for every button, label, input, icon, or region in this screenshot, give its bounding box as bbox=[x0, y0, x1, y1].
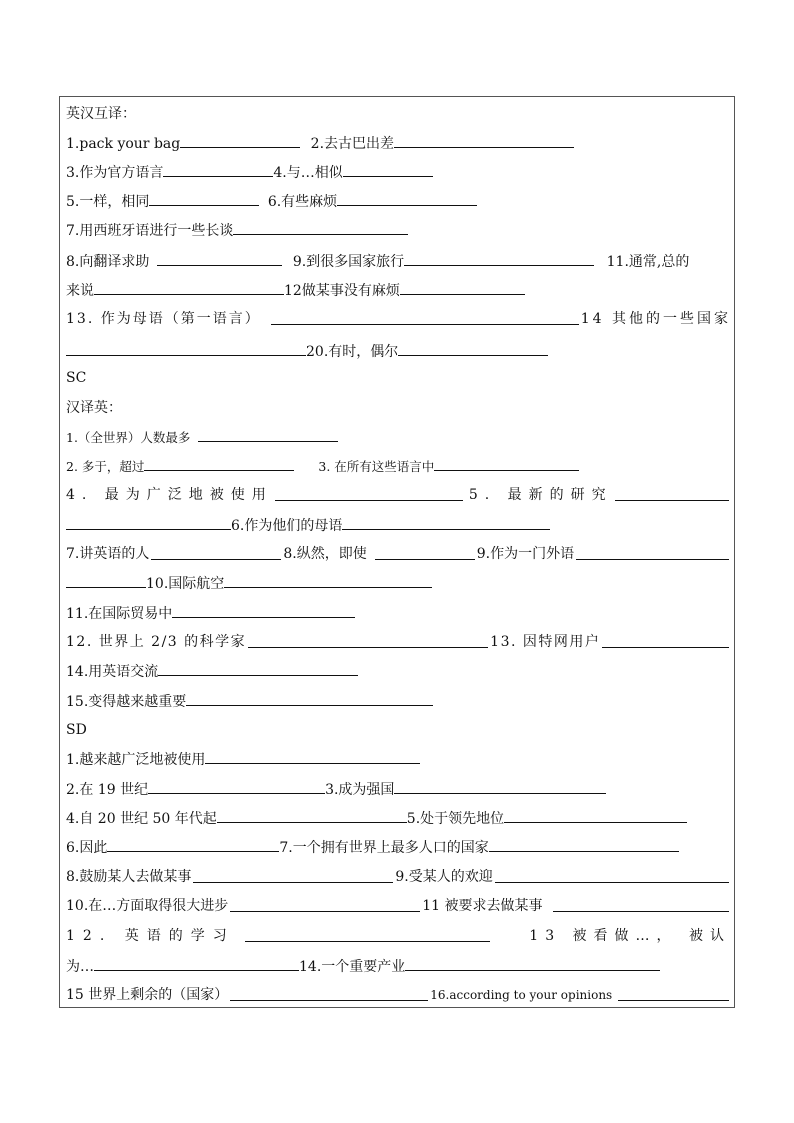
exercise-line: 5.一样，相同 6.有些麻烦 bbox=[66, 190, 731, 212]
exercise-line: 7.讲英语的人 8.纵然，即使 9.作为一门外语 bbox=[66, 543, 731, 565]
exercise-line: 1.越来越广泛地被使用 bbox=[66, 748, 731, 770]
exercise-line: 8.向翻译求助 9.到很多国家旅行 11.通常,总的 bbox=[66, 250, 731, 272]
section-tag-sd: SD bbox=[66, 722, 87, 738]
exercise-line: 15 世界上剩余的（国家） 16.according to your opinions bbox=[66, 984, 731, 1006]
exercise-line: 8.鼓励某人去做某事 9.受某人的欢迎 bbox=[66, 866, 731, 888]
exercise-line: 4. 最为广泛地被使用 5. 最新的研究 bbox=[66, 484, 731, 506]
exercise-line: 1.（全世界）人数最多 bbox=[66, 426, 731, 448]
exercise-line: 4.自 20 世纪 50 年代起 5.处于领先地位 bbox=[66, 807, 731, 829]
exercise-line: 7.用西班牙语进行一些长谈 bbox=[66, 219, 731, 241]
section-heading-cn-en: 汉译英： bbox=[66, 400, 122, 416]
exercise-line: 2.在 19 世纪 3.成为强国 bbox=[66, 778, 731, 800]
exercise-line: 13. 作为母语（第一语言） 14 其他的一些国家 bbox=[66, 308, 731, 330]
section-tag-sc: SC bbox=[66, 370, 87, 386]
exercise-line: 2. 多于，超过 3. 在所有这些语言中 bbox=[66, 455, 731, 477]
exercise-line: 为… 14.一个重要产业 bbox=[66, 955, 731, 977]
exercise-line: 3.作为官方语言 4.与…相似 bbox=[66, 161, 731, 183]
exercise-line: 10.在…方面取得很大进步 11 被要求去做某事 bbox=[66, 895, 731, 917]
exercise-line: 6.作为他们的母语 bbox=[66, 514, 731, 536]
exercise-line: 6.因此 7.一个拥有世界上最多人口的国家 bbox=[66, 836, 731, 858]
exercise-line: 12. 英语的学习 13 被看做…， 被认 bbox=[66, 925, 731, 947]
exercise-line: 11.在国际贸易中 bbox=[66, 602, 731, 624]
section-heading-en-cn: 英汉互译： bbox=[66, 106, 136, 122]
exercise-line: 20.有时，偶尔 bbox=[66, 340, 731, 362]
exercise-line: 10.国际航空 bbox=[66, 572, 731, 594]
exercise-line: 来说 12做某事没有麻烦 bbox=[66, 279, 731, 301]
exercise-line: 14.用英语交流 bbox=[66, 660, 731, 682]
exercise-line: 1.pack your bag 2.去古巴出差 bbox=[66, 132, 731, 154]
exercise-line: 15.变得越来越重要 bbox=[66, 690, 731, 712]
exercise-line: 12. 世界上 2/3 的科学家 13. 因特网用户 bbox=[66, 631, 731, 653]
